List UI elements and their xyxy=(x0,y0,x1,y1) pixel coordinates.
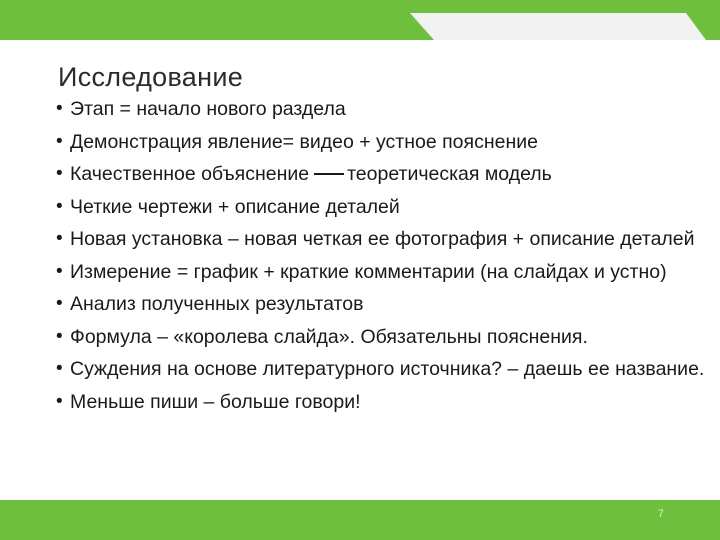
bullet-dot: • xyxy=(56,293,63,314)
top-gap xyxy=(434,13,686,40)
slide-title: Исследование xyxy=(58,62,244,92)
bottom-accent-bar xyxy=(0,500,720,540)
bullet-item xyxy=(56,292,706,316)
bullet-item xyxy=(56,97,706,121)
connector-line-icon xyxy=(314,173,344,175)
page-number: 7 xyxy=(657,508,664,520)
bullet-text: Формула – «королева слайда». Обязательны пояснения. xyxy=(70,325,588,348)
bullet-text: Новая установка – новая четкая ее фотография + описание деталей xyxy=(70,228,695,250)
bullet-item xyxy=(56,195,706,219)
bullet-text: Демонстрация явление= видео + устное пояснение xyxy=(70,130,538,153)
bullet-item xyxy=(56,390,706,414)
bullet-text: Этап = начало нового раздела xyxy=(70,98,346,120)
bullet-dot: • xyxy=(56,130,63,152)
bullet-text: Суждения на основе литературного источника? – даешь ее название. xyxy=(70,358,705,380)
bullet-dot: • xyxy=(56,390,63,412)
bullet-list xyxy=(56,97,706,422)
bullet-item xyxy=(56,260,706,284)
bullet-dot: • xyxy=(56,358,63,379)
bullet-text: Качественное объяснение xyxy=(70,163,310,185)
bullet-dot: • xyxy=(56,98,63,119)
top-right-accent xyxy=(686,13,720,40)
bullet-dot: • xyxy=(56,163,63,184)
bullet-text: Четкие чертежи + описание деталей xyxy=(70,195,400,218)
bullet-dot: • xyxy=(56,195,63,217)
top-accent-band xyxy=(0,0,720,13)
bullet-item xyxy=(56,130,706,154)
bullet-dot: • xyxy=(56,260,63,282)
bullet-text: Меньше пиши – больше говори! xyxy=(70,390,361,413)
bullet-text: теоретическая модель xyxy=(347,163,552,185)
bullet-item xyxy=(56,325,706,349)
bullet-item xyxy=(56,357,706,381)
top-accent-bar xyxy=(0,13,434,40)
bullet-text: Анализ полученных результатов xyxy=(70,293,364,315)
bullet-text: Измерение = график + краткие комментарии (на слайдах и устно) xyxy=(70,260,667,283)
bullet-dot: • xyxy=(56,228,63,249)
bullet-item xyxy=(56,162,706,186)
bullet-dot: • xyxy=(56,325,63,347)
bullet-item xyxy=(56,227,706,251)
